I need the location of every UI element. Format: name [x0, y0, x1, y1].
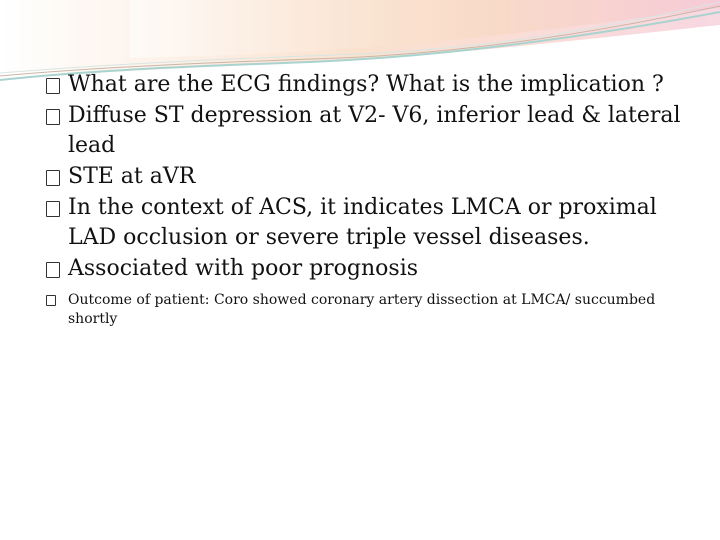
bullet-item: [46, 254, 686, 284]
square-bullet-icon: [46, 78, 60, 94]
bullet-text: What are the ECG findings? What is the implication ?: [68, 72, 664, 97]
bullet-text: STE at aVR: [68, 164, 196, 189]
square-bullet-icon: [46, 170, 60, 186]
square-bullet-icon: [46, 295, 56, 306]
slide-content: [46, 70, 686, 330]
square-bullet-icon: [46, 201, 60, 217]
bullet-text: In the context of ACS, it indicates LMCA or proximal LAD occlusion or severe triple vessel diseases.: [68, 195, 657, 250]
outcome-note: [46, 291, 686, 329]
bullet-item: [46, 162, 686, 192]
outcome-note-text: Outcome of patient: Coro showed coronary artery dissection at LMCA/ succumbed shortly: [68, 292, 656, 327]
square-bullet-icon: [46, 262, 60, 278]
bullet-text: Associated with poor prognosis: [68, 256, 419, 281]
bullet-text: Diffuse ST depression at V2- V6, inferior lead & lateral lead: [68, 103, 681, 158]
bullet-item: [46, 193, 686, 253]
square-bullet-icon: [46, 109, 60, 125]
bullet-item: [46, 70, 686, 100]
bullet-item: [46, 101, 686, 161]
